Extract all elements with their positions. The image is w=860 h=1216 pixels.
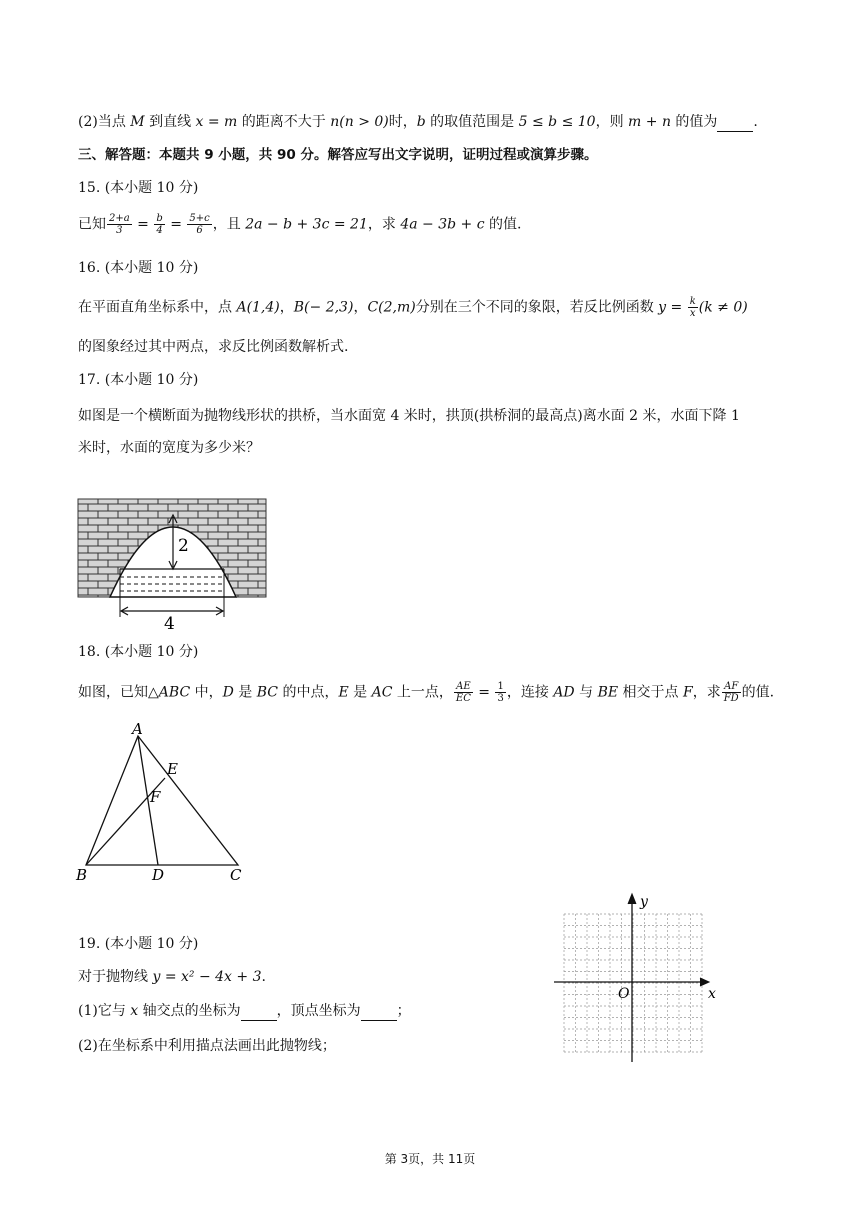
triangle-label-c: C: [230, 866, 242, 884]
bridge-figure: [78, 497, 270, 634]
answer-blank: [241, 1006, 277, 1021]
question-19-text: 对于抛物线 y = x² − 4x + 3.: [78, 969, 266, 985]
origin-label: O: [618, 986, 630, 1002]
question-14-part-2: (2)当点 M 到直线 x = m 的距离不大于 n(n > 0)时，b 的取值范围是 5 ≤ b ≤ 10，则 m + n 的值为 .: [78, 114, 758, 130]
question-16-header: 16. (本小题 10 分): [78, 260, 199, 276]
question-19-header: 19. (本小题 10 分): [78, 936, 199, 952]
question-18-header: 18. (本小题 10 分): [78, 644, 199, 660]
answer-blank: [361, 1006, 397, 1021]
y-axis-label: y: [640, 894, 648, 910]
question-19-part-2: (2)在坐标系中利用描点法画出此抛物线；: [78, 1038, 336, 1054]
bridge-height-label: 2: [178, 536, 189, 556]
question-15-header: 15. (本小题 10 分): [78, 180, 199, 196]
page-footer: 第 3页，共 11页: [384, 1152, 476, 1166]
section-3-heading: 三、解答题：本题共 9 小题，共 90 分。解答应写出文字说明，证明过程或演算步骤。: [78, 147, 598, 163]
triangle-label-e: E: [167, 760, 178, 778]
bridge-width-label: 4: [164, 614, 175, 634]
triangle-label-b: B: [76, 866, 88, 884]
answer-blank: [717, 117, 753, 132]
question-16-text-line-1: 在平面直角坐标系中，点 A(1,4)，B(− 2,3)，C(2,m)分别在三个不同的象限，若反比例函数 y = $\frac{k}{x}$ (k ≠ 0): [78, 296, 748, 319]
question-16-text-line-2: 的图象经过其中两点，求反比例函数解析式.: [78, 339, 349, 355]
triangle-figure: [70, 720, 260, 885]
coordinate-grid: [552, 892, 722, 1064]
question-17-text-line-2: 米时，水面的宽度为多少米？: [78, 440, 260, 456]
question-19-part-1: (1)它与 x 轴交点的坐标为 ，顶点坐标为 ；: [78, 1003, 411, 1019]
triangle-label-d: D: [152, 866, 165, 884]
question-17-header: 17. (本小题 10 分): [78, 372, 199, 388]
x-axis-label: x: [708, 986, 716, 1002]
question-15-text: 已知 $\frac{2+a}{3}$ = $\frac{b}{4}$ = $\frac{5+c}{6}$ ，且 2a − b + 3c = 21，求 4a − 3b + c 的值.: [78, 213, 522, 236]
triangle-label-a: A: [132, 720, 143, 738]
question-18-text: 如图，已知△ABC 中，D 是 BC 的中点，E 是 AC 上一点， $\frac{AE}{EC}$ = $\frac{1}{3}$ ，连接 AD 与 BE 相交于点 F，求 $\frac{AF}{FD}$ 的值.: [78, 681, 775, 704]
triangle-label-f: F: [150, 788, 161, 806]
question-17-text-line-1: 如图是一个横断面为抛物线形状的拱桥，当水面宽 4 米时，拱顶(拱桥洞的最高点)离水面 2 米，水面下降 1: [78, 408, 740, 424]
